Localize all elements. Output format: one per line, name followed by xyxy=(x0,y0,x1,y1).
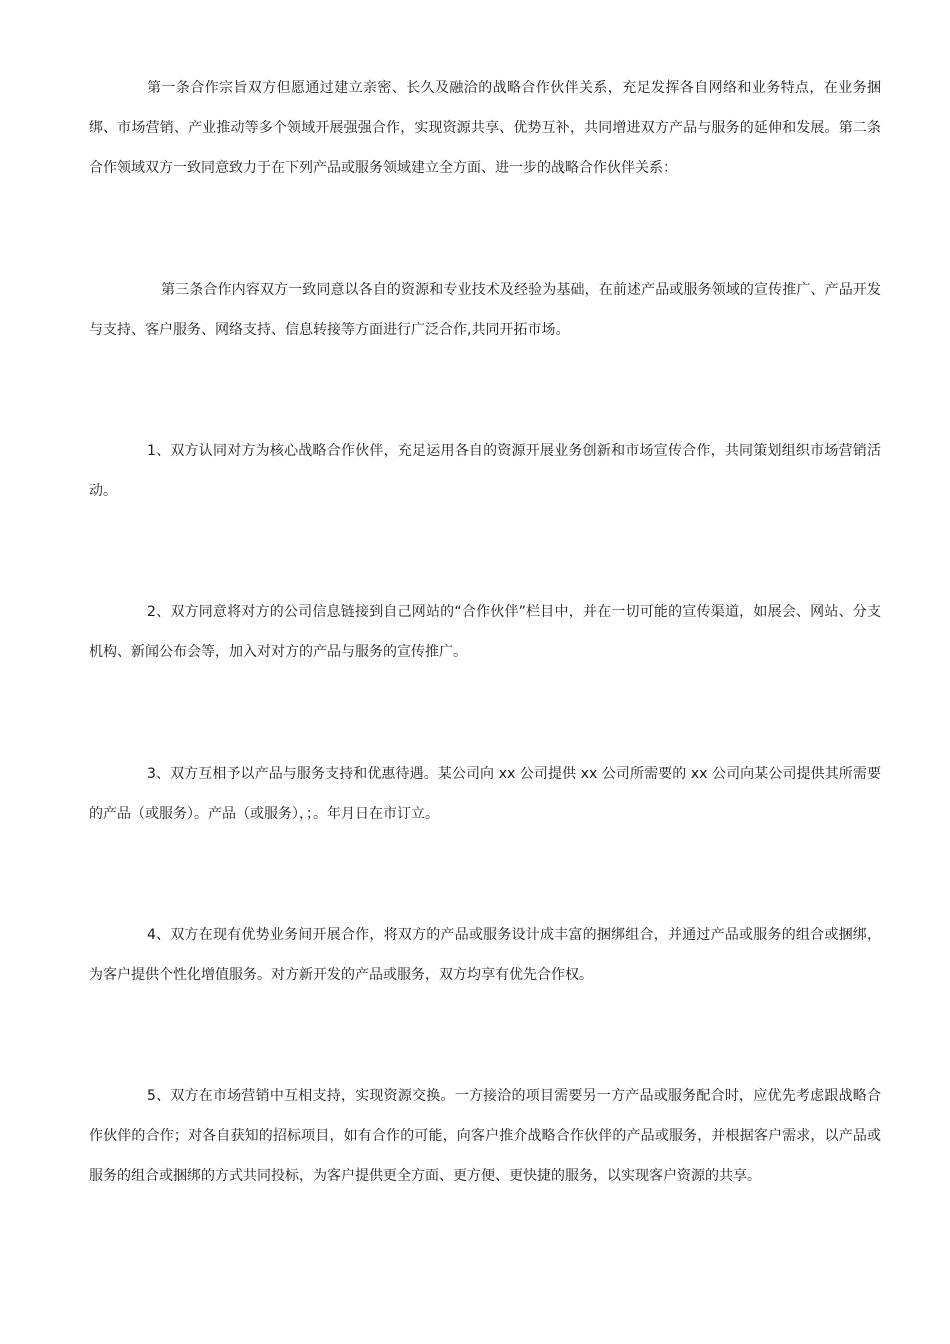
paragraph-item-3: 3、双方互相予以产品与服务支持和优惠待遇。某公司向 xx 公司提供 xx 公司所需要的 xx 公司向某公司提供其所需要的产品（或服务）。产品（或服务），；。年月日在市订立。 xyxy=(89,766,881,822)
paragraph-item-2: 2、双方同意将对方的公司信息链接到自己网站的“合作伙伴”栏目中，并在一切可能的宣传渠道，如展会、网站、分支机构、新闻公布会等，加入对对方的产品与服务的宣传推广。 xyxy=(89,604,881,660)
paragraph-item-4: 4、双方在现有优势业务间开展合作，将双方的产品或服务设计成丰富的捆绑组合，并通过产品或服务的组合或捆绑，为客户提供个性化增值服务。对方新开发的产品或服务，双方均享有优先合作权。 xyxy=(89,927,881,983)
paragraph-item-5: 5、双方在市场营销中互相支持，实现资源交换。一方接洽的项目需要另一方产品或服务配合时，应优先考虑跟战略合作伙伴的合作；对各自获知的招标项目，如有合作的可能，向客户推介战略合作伙伴的产品或服务，并根据客户需求，以产品或服务的组合或捆绑的方式共同投标，为客户提供更全方面、更方便、更快捷的服务，以实现客户资源的共享。 xyxy=(89,1088,881,1184)
paragraph-cooperation-content: 第三条合作内容双方一致同意以各自的资源和专业技术及经验为基础，在前述产品或服务领域的宣传推广、产品开发与支持、客户服务、网络支持、信息转接等方面进行广泛合作,共同开拓市场。 xyxy=(89,282,881,338)
paragraph-item-1: 1、双方认同对方为核心战略合作伙伴，充足运用各自的资源开展业务创新和市场宣传合作，共同策划组织市场营销活动。 xyxy=(89,443,881,499)
paragraph-cooperation-purpose: 第一条合作宗旨双方但愿通过建立亲密、长久及融洽的战略合作伙伴关系，充足发挥各自网络和业务特点，在业务捆绑、市场营销、产业推动等多个领域开展强强合作，实现资源共享、优势互补，共同增进双方产品与服务的延伸和发展。第二条合作领域双方一致同意致力于在下列产品或服务领域建立全方面、进一步的战略合作伙伴关系： xyxy=(89,80,881,176)
